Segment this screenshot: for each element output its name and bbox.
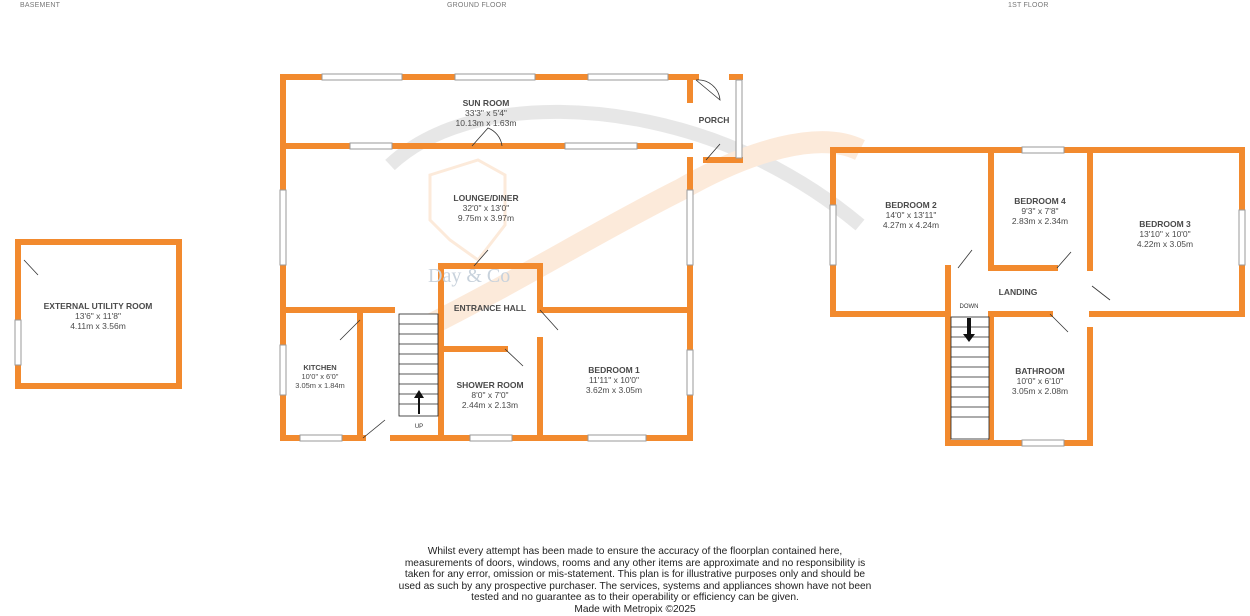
- floor-title-first: 1ST FLOOR: [1008, 2, 1049, 9]
- disclaimer-text: Whilst every attempt has been made to ensure the accuracy of the floorplan contained here, measurements of doors, windows, rooms and any other items are approximate and no responsibility is taken for any error, omission or mis-statement. This plan is for illustrative purposes only and should be used as such by any prospective purchaser. The services, systems and appliances shown have not been tested and no guarantee as to their operability or efficiency can be given.: [398, 546, 872, 604]
- room-lounge-diner: LOUNGE/DINER 32'0" x 13'0" 9.75m x 3.97m: [453, 193, 519, 223]
- floor-title-ground: GROUND FLOOR: [447, 2, 507, 9]
- room-landing: LANDING: [998, 287, 1038, 297]
- room-entrance-hall: ENTRANCE HALL: [453, 303, 527, 313]
- room-bedroom-2: BEDROOM 2 14'0" x 13'11" 4.27m x 4.24m: [882, 200, 940, 230]
- disclaimer: [395, 546, 875, 616]
- room-external-utility: EXTERNAL UTILITY ROOM 13'6" x 11'8" 4.11m x 3.56m: [43, 301, 153, 331]
- room-sun-room: SUN ROOM 33'3" x 5'4" 10.13m x 1.63m: [455, 98, 517, 128]
- stairs-down-label: DOWN: [959, 304, 979, 310]
- room-bedroom-4: BEDROOM 4 9'3" x 7'8" 2.83m x 2.34m: [1011, 196, 1069, 226]
- stairs-up-label: UP: [414, 424, 424, 430]
- floor-title-basement: BASEMENT: [20, 2, 61, 9]
- watermark-brand: Day & Co: [428, 265, 511, 287]
- room-bedroom-3: BEDROOM 3 13'10" x 10'0" 4.22m x 3.05m: [1136, 219, 1194, 249]
- room-kitchen: KITCHEN 10'0" x 6'0" 3.05m x 1.84m: [295, 363, 345, 390]
- disclaimer-credit: Made with Metropix ©2025: [574, 603, 696, 615]
- room-porch: PORCH: [698, 115, 730, 125]
- room-bedroom-1: BEDROOM 1 11'11" x 10'0" 3.62m x 3.05m: [585, 365, 643, 395]
- room-bathroom: BATHROOM 10'0" x 6'10" 3.05m x 2.08m: [1011, 366, 1069, 396]
- room-shower-room: SHOWER ROOM 8'0" x 7'0" 2.44m x 2.13m: [456, 380, 524, 410]
